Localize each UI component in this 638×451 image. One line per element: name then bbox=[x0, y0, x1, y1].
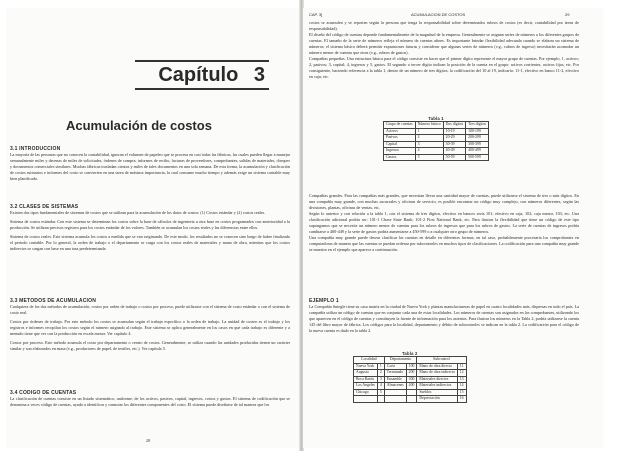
section-3-1 bbox=[10, 146, 290, 182]
table-cell: 4 bbox=[415, 148, 443, 155]
table-cell: Materiales directos bbox=[417, 376, 457, 383]
section-heading: 3.2 CLASES DE SISTEMAS bbox=[10, 204, 79, 210]
table-cell: 200 bbox=[406, 370, 417, 377]
table-cell: 16 bbox=[457, 396, 466, 403]
right-text-top bbox=[309, 20, 579, 80]
table-cell: 50-59 bbox=[443, 154, 465, 161]
table-cell: 1 bbox=[415, 128, 443, 135]
table-cell: Mano de obra directa bbox=[417, 363, 457, 370]
page-number: 28 bbox=[146, 438, 150, 443]
table-cell: 4 bbox=[377, 383, 384, 390]
table-cell bbox=[377, 396, 384, 403]
table-cell: Sueldos bbox=[417, 389, 457, 396]
table-cell: 20-29 bbox=[443, 135, 465, 142]
table-2 bbox=[353, 351, 467, 403]
table-cell: 14 bbox=[457, 383, 466, 390]
table-cell: Activos bbox=[384, 128, 416, 135]
table-cell: 5 bbox=[415, 154, 443, 161]
table-cell: 15 bbox=[457, 389, 466, 396]
paragraph: costos se acumulen y se reporten según la persona que tenga la responsabilidad sobre determinados rubros de costos (es decir, contabilidad por áreas de responsabilidad). bbox=[309, 20, 579, 31]
table-row bbox=[384, 154, 489, 161]
table-cell: Ingresos bbox=[384, 148, 416, 155]
table-cell: Mano de obra indirecta bbox=[417, 370, 457, 377]
table-cell: Nueva York bbox=[354, 363, 378, 370]
right-text-middle bbox=[309, 193, 579, 253]
table-cell: 3 bbox=[415, 141, 443, 148]
table-cell: Corte bbox=[384, 363, 406, 370]
section-text: Sistema de costos estándar. Con este sistema se determinan los costos sobre la base de cálculos de ingeniería u otra base en costos programados con anterioridad a la producción. Se utilizan precisos registros para los costos estándar de los valores. También se acumulan los costos reales y las diferencias entre ellos. bbox=[10, 219, 290, 230]
section-text: La clasificación de cuentas consiste en un listado sistemático, uniforme, de los activos, pasivos, capital, ingresos, costos y gastos. El sistema de codificación que se denomina a veces código de cuentas, ayuda a identificar y connotar los diferentes componentes del costo. El sistema puede diseñarse de tal manera que los bbox=[10, 396, 290, 407]
table-cell: 200-299 bbox=[466, 135, 489, 142]
paragraph: Compañías grandes. Para las compañías más grandes, que necesitan llevar una cantidad mayor de cuentas, puede utilizarse el sistema de tres o más dígitos. En una compañía muy grande, con muchas sucursales y oficinas de servicio, es posible encontrar un código muy complejo, con números diferentes, según las divisiones, plantas, oficinas de ventas, etc. bbox=[309, 193, 579, 210]
table-cell: Boca Ratón bbox=[354, 376, 378, 383]
table-row bbox=[354, 383, 467, 390]
section-3-3 bbox=[10, 298, 290, 352]
running-head: CAP. 3] bbox=[309, 12, 323, 17]
table-cell: 100-199 bbox=[466, 128, 489, 135]
table-cell: 500-599 bbox=[466, 154, 489, 161]
table-cell: 30-39 bbox=[443, 141, 465, 148]
table-cell: Augusta bbox=[354, 370, 378, 377]
table-row bbox=[354, 396, 467, 403]
table-cell: Los Angeles bbox=[354, 383, 378, 390]
table-cell: Chicago bbox=[354, 389, 378, 396]
table-cell: 10-19 bbox=[443, 128, 465, 135]
table-title: Tabla 2 bbox=[401, 351, 418, 356]
table-cell: 100 bbox=[406, 363, 417, 370]
table-header-cell: Número básico bbox=[415, 122, 443, 129]
right-page bbox=[303, 8, 603, 448]
table-cell: 40-49 bbox=[443, 148, 465, 155]
example-heading: EJEMPLO 1 bbox=[309, 298, 339, 304]
table-header-cell: Grupo de cuentas bbox=[384, 122, 416, 129]
paragraph: Una compañía muy grande puede desear clasificar las cuentas en detalle en diferentes formas; en tal caso, probablemente procesaría los comprobantes en computadoras de manera que las cuentas se puedan ordenar por subcontroles en muchos tipos de clasificaciones. La codificación para una compañía muy grande se muestra en el ejemplo que aparece a continuación. bbox=[309, 235, 579, 252]
table-cell: Almacenes bbox=[384, 383, 406, 390]
section-text: Cualquiera de los dos métodos de acumulación, costos por orden de trabajo o costos por proceso, puede utilizarse con el sistema de costo estándar o con el sistema de costo real. bbox=[10, 304, 290, 315]
table-cell: Capital bbox=[384, 141, 416, 148]
table-cell: 13 bbox=[457, 376, 466, 383]
table-row bbox=[354, 363, 467, 370]
page-number: 29 bbox=[565, 12, 570, 17]
chapter-heading bbox=[135, 60, 269, 90]
example-text: La Compañía Sniegle tiene su casa matriz en la ciudad de Nueva York y plantas manufactureras de papel en cuatro localidades más, dispersas en todo el país. La compañía utiliza un código de cuentas que en conjunto cada una de estas localidades. Los números de cuentas son asignados en los comprobantes, utilizando los que aparecen en el código de cuentas y constituyen la fuente de información para los asientos. Para ilustrar los números en la Tabla 2, podría utilizarse la cuenta 145 del libro mayor de fábrica. Los códigos para la localidad, departamento y débito de subcontroles se indican en la tabla 2. La codificación para el código de la nueva cuenta es dado en la tabla 2. bbox=[309, 304, 579, 333]
table-cell: 2 bbox=[377, 370, 384, 377]
table-cell: Ensamble bbox=[384, 376, 406, 383]
section-text: La mayoría de las personas que no conocen la contabilidad, ignoran el volumen de papeleo que se procesa en casi todas las fábricas, las cuales pueden llegar a manejar semanalmente miles y decenas de miles de solicitudes, órdenes de compra, informes de recibo, facturas de proveedores, comprobantes, salidas de materiales, cheques y documentos comerciales similares. Muchas fábricas trasladan cientos y miles de tales documentos en una sola semana. De esta forma, la acumulación y clasificación de costos rutinarios e informes del costo se convierten en una tarea de máxima importancia, la cual consume mucho tiempo y además exige un sistema contable muy bien planificado. bbox=[10, 152, 290, 181]
binder-edge bbox=[605, 0, 638, 451]
section-text: Existen dos tipos fundamentales de sistemas de costos que se utilizan para la acumulación de los datos de costos: (1) Costos estándar y (2) costos reales. bbox=[10, 210, 266, 215]
running-title: ACUMULACION DE COSTOS bbox=[411, 12, 466, 17]
chapter-title: Acumulación de costos bbox=[66, 118, 212, 133]
table-cell: Pasivos bbox=[384, 135, 416, 142]
paragraph: El diseño del código de cuentas depende fundamentalmente de la magnitud de la empresa. Generalmente se asignan series de números a los diferentes grupos de cuentas. El tamaño de la serie de números refleja el número de cuentas afines. Es importante brindar flexibilidad adecuada cuando se elabora un sistema de números; el sistema básico deberá permitir expansiones futuras y considerar que algunas series de números (v.g., rubros de ingreso) necesitarán acomodar un número menor de cuentas que otras (v.g., rubros de gastos). bbox=[309, 32, 579, 55]
paragraph: Compañías pequeñas. Una estructura básica para el código consiste en hacer que el primer dígito represente el mayor grupo de cuentas. Por ejemplo, 1, activos; 2, pasivos; 3, capital; 4, ingresos y 5, gastos. El segundo o tercer dígito indican la posición de la cuenta en el grupo: activos corrientes, activos fijos, etc. Por consiguiente, haciendo referencia a la tabla 1, dentro de un número de tres dígitos, la codificación del 10 al 19, indicaría: 11-1, efectivo en banco 11-2, efectivo en caja; etc. bbox=[309, 56, 579, 79]
table-cell: 3 bbox=[377, 376, 384, 383]
section-3-4 bbox=[10, 390, 290, 408]
section-heading: 3.4 CODIGO DE CUENTAS bbox=[10, 390, 77, 396]
table-1 bbox=[383, 116, 489, 161]
table-header-cell: Dos dígitos bbox=[443, 122, 465, 129]
section-heading: 3.1 INTRODUCCION bbox=[10, 146, 61, 152]
left-page bbox=[6, 8, 299, 448]
table-1-grid bbox=[383, 121, 489, 161]
table-cell: Materiales indirectos bbox=[417, 383, 457, 390]
table-cell: 300-399 bbox=[466, 141, 489, 148]
table-header-cell: Departamento bbox=[384, 357, 417, 364]
table-header-cell: Tres dígitos bbox=[466, 122, 489, 129]
table-cell: 400-499 bbox=[466, 148, 489, 155]
table-cell bbox=[406, 396, 417, 403]
table-cell: 300 bbox=[406, 376, 417, 383]
table-cell: 400 bbox=[406, 383, 417, 390]
chapter-number: 3 bbox=[253, 64, 265, 86]
table-2-grid bbox=[353, 356, 467, 403]
table-cell: 11 bbox=[457, 363, 466, 370]
example-1 bbox=[309, 298, 579, 334]
chapter-label: Capítulo bbox=[158, 64, 239, 86]
section-3-2 bbox=[10, 204, 290, 252]
section-heading: 3.3 METODOS DE ACUMULACION bbox=[10, 298, 97, 304]
table-cell bbox=[384, 396, 406, 403]
table-cell: Gastos bbox=[384, 154, 416, 161]
table-cell: 1 bbox=[377, 363, 384, 370]
table-cell: Terminado bbox=[384, 370, 406, 377]
table-header-cell: Subcontrol bbox=[417, 357, 466, 364]
table-cell: Depreciación bbox=[417, 396, 457, 403]
table-cell: 5 bbox=[377, 389, 384, 396]
table-header-cell: Localidad bbox=[354, 357, 385, 364]
section-text: Costos por órdenes de trabajo. Por este método los costos se acumulan según el trabajo específico o la orden de trabajo. La unidad de costeo es el trabajo y los registros e informes recopilan los costos según el número asignado al trabajo. Este sistema se aplica generalmente en los casos en que cada trabajo es diferente y a menudo tiene que ver con la producción en escala menor. Ver capítulo 4. bbox=[10, 319, 290, 336]
table-cell bbox=[354, 396, 378, 403]
paragraph: Según lo anterior y con relación a la tabla 1, con el sistema de tres dígitos, efectivo en bancos sería 101; efectivo en caja, 102; caja menor, 103; etc. Una clasificación adicional podría ser: 101-1 Chase State Bank; 101-2 First National Bank, etc. Para ilustrar la flexibilidad que tiene un código de este tipo supongamos que se necesite un número menor de cuentas para los rubros de ingresos que para los rubros de gastos. La serie de cuentas de ingresos podría cambiarse a 400-449 y la serie de gastos podría aumentarse a 450-599 o a cualquier otro grupo de números. bbox=[309, 211, 579, 234]
table-cell: 12 bbox=[457, 370, 466, 377]
section-text: Sistema de costos reales. Este sistema acumula los costos a medida que se van originando. De este modo, los resultados no se conocen sino luego de haber finalizado el período contable. Por lo general, la orden de trabajo o el departamento se carga con los costos reales de materiales y mano de obra, mientras que los costos indirectos se cargan con base en una tasa predeterminada. bbox=[10, 234, 290, 251]
table-title: Tabla 1 bbox=[428, 116, 444, 121]
table-cell: 2 bbox=[415, 135, 443, 142]
section-text: Costos por proceso. Este método acumula el costo por departamento o centro de costos. Generalmente, se utiliza cuando las unidades producidas tienen un carácter similar y son elaborados en masa (v.g., productores de papel, de textiles, etc.). Ver capítulo 5. bbox=[10, 340, 290, 351]
